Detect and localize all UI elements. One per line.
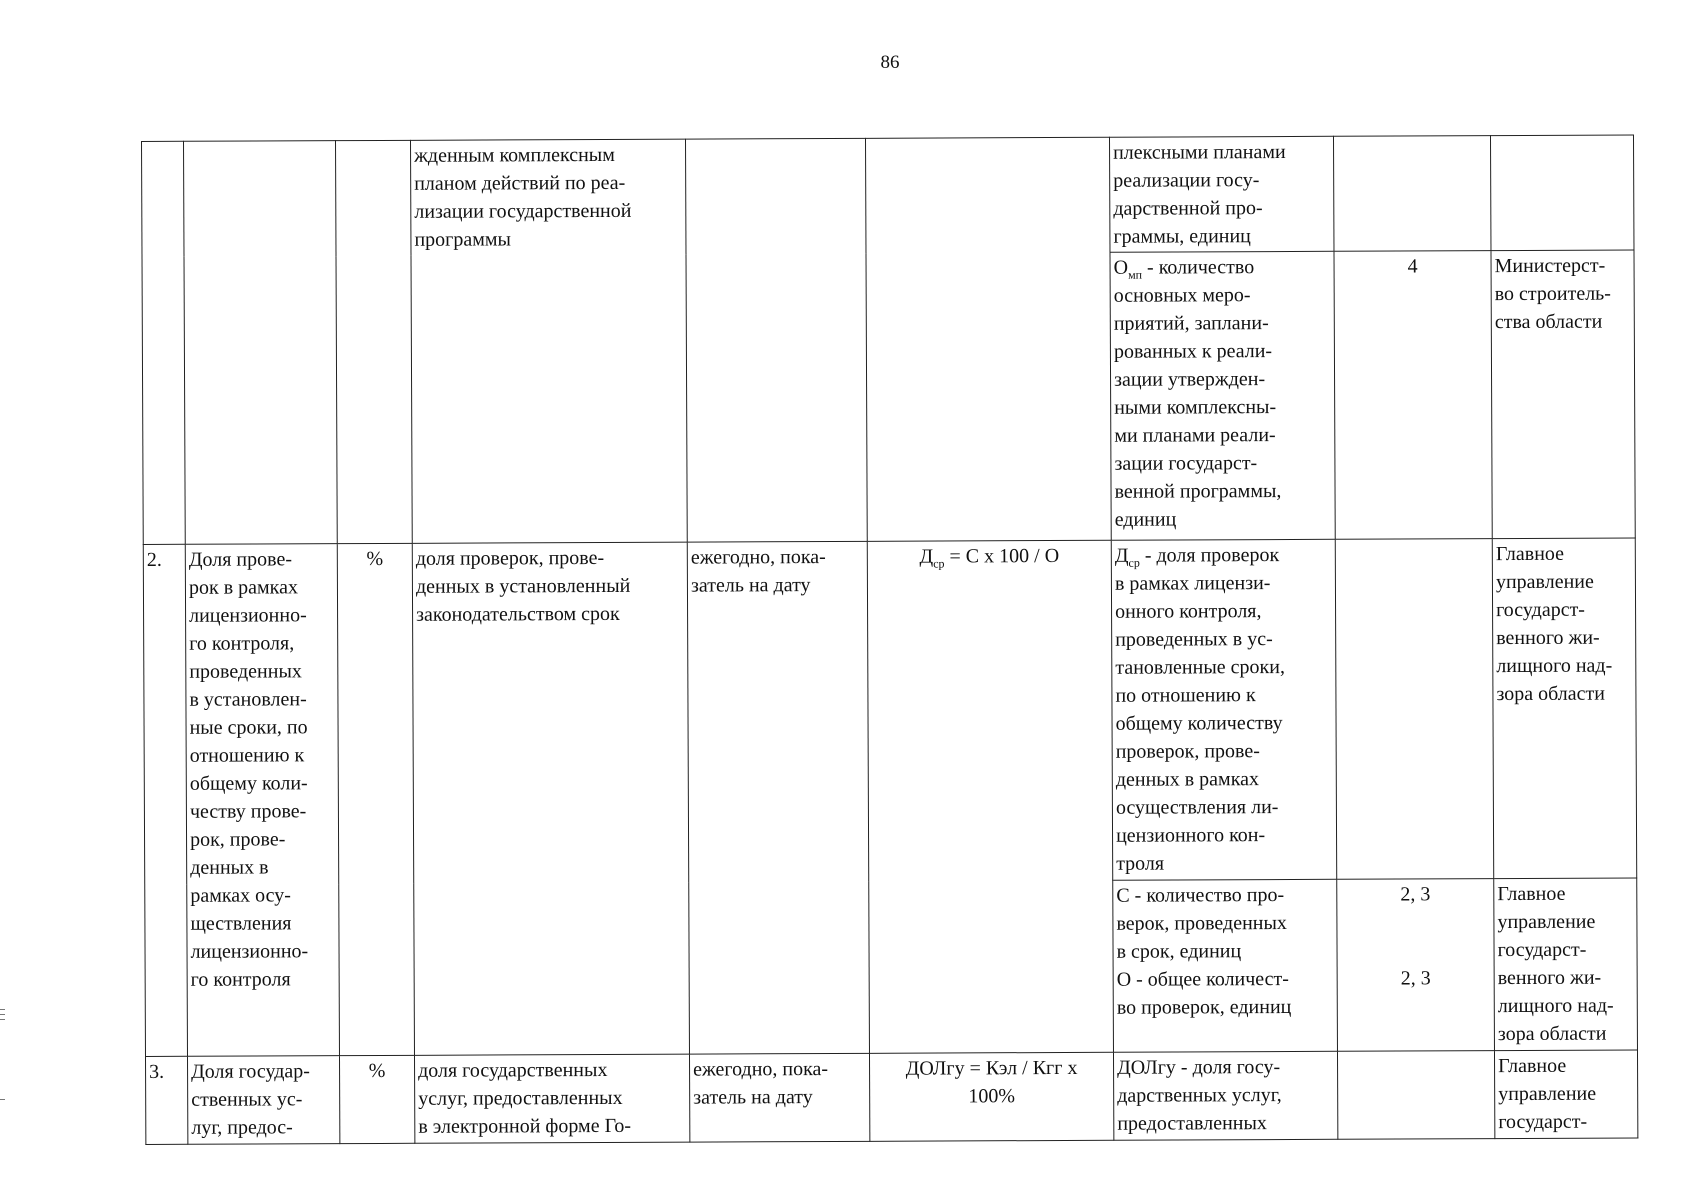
unit-cell: % — [337, 543, 414, 1055]
period-cell: ежегодно, пока- затель на дату — [689, 1053, 869, 1142]
method-cell — [1333, 136, 1491, 252]
parameter-symbol: О — [1113, 256, 1129, 279]
formula-text: = С х 100 / О — [944, 544, 1060, 568]
parameter-cell: плексными планами реализации госу- дарственной про- граммы, единиц — [1109, 136, 1333, 252]
method-cell — [1335, 539, 1493, 880]
row-number-cell — [142, 141, 186, 544]
formula-cell — [865, 137, 1111, 541]
scan-mark — [0, 1009, 5, 1010]
row-number-cell: 2. — [143, 544, 187, 1056]
parameter-text: - количество основных меро- приятий, заплани- рованных к реали- зации утвержден- ными комплексны- ми планами реали- зации государст- венной программы, единиц — [1113, 256, 1282, 531]
parameter-cell — [1110, 251, 1335, 540]
definition-cell: доля государственных услуг, предоставленных в электронной форме Го- — [414, 1054, 689, 1143]
source-cell — [1490, 135, 1634, 251]
indicator-name-cell — [184, 141, 338, 545]
formula-cell — [867, 540, 1113, 1053]
parameter-cell — [1111, 539, 1336, 880]
parameter-subscript: ср — [1128, 555, 1140, 570]
formula-symbol: Д — [919, 545, 934, 568]
source-cell: Главное управление государст- — [1494, 1050, 1637, 1139]
scan-mark — [0, 1099, 5, 1100]
parameter-subscript: мп — [1128, 267, 1143, 282]
table-row — [145, 1050, 1637, 1145]
scan-mark — [0, 1019, 5, 1020]
definition-cell: доля проверок, прове- денных в установленный законодательством срок — [412, 542, 689, 1055]
formula-cell: ДОЛгу = Кэл / Кгг х 100% — [869, 1052, 1113, 1141]
parameter-cell: С - количество про- верок, проведенных в срок, единиц О - общее количест- во проверок, единиц — [1113, 879, 1338, 1052]
parameter-text: - доля проверок в рамках лицензи- онного контроля, проведенных в ус- тановленные сроки, по отношению к общему количеству проверок, прове- денных в рамках осуществления ли- цензионного кон- троля — [1114, 544, 1285, 875]
period-cell — [685, 138, 867, 542]
parameter-cell: ДОЛгу - доля госу- дарственных услуг, предоставленных — [1113, 1051, 1337, 1140]
indicator-name-cell: Доля прове- рок в рамках лицензионно- го контроля, проведенных в установлен- ные сроки, по отношению к общему коли- честву прове- рок, прове- денных в рамках осу- ществления лицензионно- го контроля — [185, 544, 339, 1057]
definition-cell: жденным комплексным планом действий по реа- лизации государственной программы — [410, 139, 687, 543]
row-number-cell: 3. — [145, 1056, 187, 1144]
method-cell: 2, 3 2, 3 — [1337, 879, 1495, 1052]
source-cell: Министерст- во строитель- ства области — [1491, 250, 1635, 539]
unit-cell — [336, 140, 413, 543]
table-row — [142, 135, 1634, 257]
method-cell — [1337, 1051, 1494, 1140]
method-cell: 4 — [1334, 251, 1492, 540]
source-cell: Главное управление государст- венного жи- лищного над- зора области — [1494, 878, 1638, 1051]
indicators-table — [141, 134, 1638, 1145]
table-row — [143, 538, 1636, 885]
unit-cell: % — [339, 1055, 414, 1143]
formula-subscript: ср — [933, 556, 945, 571]
period-cell: ежегодно, пока- затель на дату — [687, 541, 869, 1054]
source-cell: Главное управление государст- венного жи- лищного над- зора области — [1492, 538, 1636, 879]
parameter-symbol: Д — [1114, 544, 1129, 567]
page-number: 86 — [880, 52, 900, 73]
scan-mark — [0, 1014, 5, 1015]
indicator-name-cell: Доля государ- ственных ус- луг, предос- — [187, 1056, 339, 1145]
